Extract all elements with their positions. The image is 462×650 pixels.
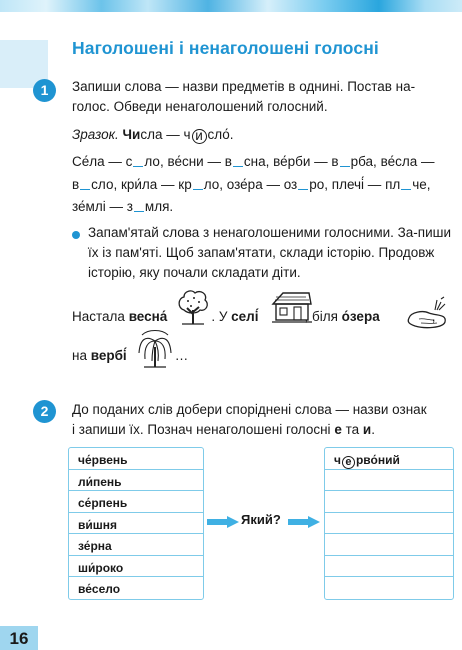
answer-example-row: [325, 448, 453, 470]
example-tail: сло́.: [207, 127, 234, 142]
exercise-text: кри́ла — кр: [120, 177, 192, 192]
answer-slot[interactable]: [325, 534, 453, 556]
exercise-text: че,: [412, 177, 431, 192]
task1-instruction-line2: голос. Обведи ненаголошений голосний.: [72, 99, 328, 114]
story-line-1: [72, 307, 454, 327]
exercise-text: ло,: [203, 177, 227, 192]
story-word-lake: о́зера: [341, 309, 380, 324]
list-item: се́рпень: [69, 491, 203, 513]
blank-slot[interactable]: [193, 178, 203, 190]
task-number-badge-2: 2: [33, 400, 56, 423]
willow-icon: [134, 329, 176, 369]
story-line-2: [72, 346, 454, 366]
instruction-text: і запиши їх. Познач ненаголошені голосні: [72, 422, 335, 437]
list-item: ши́роко: [69, 556, 203, 578]
answer-slot[interactable]: [325, 556, 453, 578]
task-number-badge-1: 1: [33, 79, 56, 102]
story-text: Настала: [72, 309, 129, 324]
answer-slot[interactable]: [325, 577, 453, 599]
exercise-text: ро,: [309, 177, 332, 192]
exercise-text: озе́ра — оз: [226, 177, 298, 192]
task2-instruction-line2: [72, 420, 454, 440]
circled-vowel: и: [192, 129, 207, 144]
answer-slot[interactable]: [325, 491, 453, 513]
answer-text: рво́ний: [355, 453, 400, 467]
exercise-row-1: [72, 152, 454, 172]
circled-vowel: е: [342, 456, 355, 469]
exercise-text: зе́млі — з: [72, 199, 133, 214]
exercise-text: ве́сни — в: [167, 154, 232, 169]
blank-slot[interactable]: [133, 155, 143, 167]
blank-slot[interactable]: [298, 178, 308, 190]
exercise-text: Се́ла — с: [72, 154, 133, 169]
page-title: Наголошені і ненаголошені голосні: [72, 38, 379, 58]
example-word-bold: Чи: [122, 127, 141, 142]
list-item: ли́пень: [69, 470, 203, 492]
story-text: . У: [211, 309, 232, 324]
exercise-text: рба,: [350, 154, 381, 169]
page-number: 16: [0, 626, 38, 650]
exercise-text: ве́сла —: [380, 154, 435, 169]
lake-icon: [405, 296, 451, 330]
arrow-right-icon: [288, 516, 320, 528]
exercise-text: мля.: [144, 199, 174, 214]
exercise-text: ве́рби — в: [273, 154, 339, 169]
exercise-text: в: [72, 177, 80, 192]
word-list-box: [68, 447, 204, 600]
house-icon: [271, 290, 313, 324]
exercise-text: сло,: [91, 177, 121, 192]
letter-y: и: [362, 422, 372, 437]
story-text: , біля: [304, 309, 342, 324]
story-text: на: [72, 348, 91, 363]
answer-slot[interactable]: [325, 513, 453, 535]
arrow-right-icon: [207, 516, 239, 528]
bullet-dot: [72, 231, 80, 239]
blank-slot[interactable]: [401, 178, 411, 190]
top-decor-bar: [0, 0, 462, 12]
exercise-row-3: [72, 197, 454, 217]
example-line: [72, 125, 454, 145]
story-word-willow: вербі́: [90, 348, 127, 363]
story-text: …: [174, 348, 189, 363]
task2-instruction-line1: До поданих слів добери споріднені слова — назви ознак: [72, 402, 427, 417]
question-label: Який?: [241, 512, 281, 527]
list-item: че́рвень: [69, 448, 203, 470]
tree-icon: [176, 288, 210, 326]
story-text: ,: [431, 309, 436, 324]
blank-slot[interactable]: [233, 155, 243, 167]
example-label: Зразок.: [72, 127, 119, 142]
letter-e: е: [334, 422, 342, 437]
list-item: ви́шня: [69, 513, 203, 535]
list-item: зе́рна: [69, 534, 203, 556]
list-item: ве́село: [78, 582, 121, 596]
answer-box: [324, 447, 454, 600]
instruction-text: .: [371, 422, 375, 437]
bullet-instruction: Запам'ятай слова з ненаголошеними голосними. За-пиши їх із пам'яті. Щоб запам'ятати, склади історію. Продовж історію, яку почали складати діти.: [88, 225, 452, 280]
exercise-text: ло,: [144, 154, 168, 169]
story-word-spring: весна́: [128, 309, 168, 324]
blank-slot[interactable]: [340, 155, 350, 167]
story-word-village: селі́: [231, 309, 259, 324]
blank-slot[interactable]: [80, 178, 90, 190]
exercise-text: плечі́ — пл: [331, 177, 401, 192]
task1-instruction-line1: Запиши слова — назви предметів в однині. Постав на-: [72, 79, 416, 94]
answer-text: ч: [334, 453, 341, 467]
exercise-text: сна,: [243, 154, 274, 169]
blank-slot[interactable]: [134, 200, 144, 212]
instruction-text: та: [341, 422, 363, 437]
exercise-row-2: [72, 175, 454, 195]
answer-slot[interactable]: [325, 470, 453, 492]
example-word-rest: сла — ч: [140, 127, 191, 142]
